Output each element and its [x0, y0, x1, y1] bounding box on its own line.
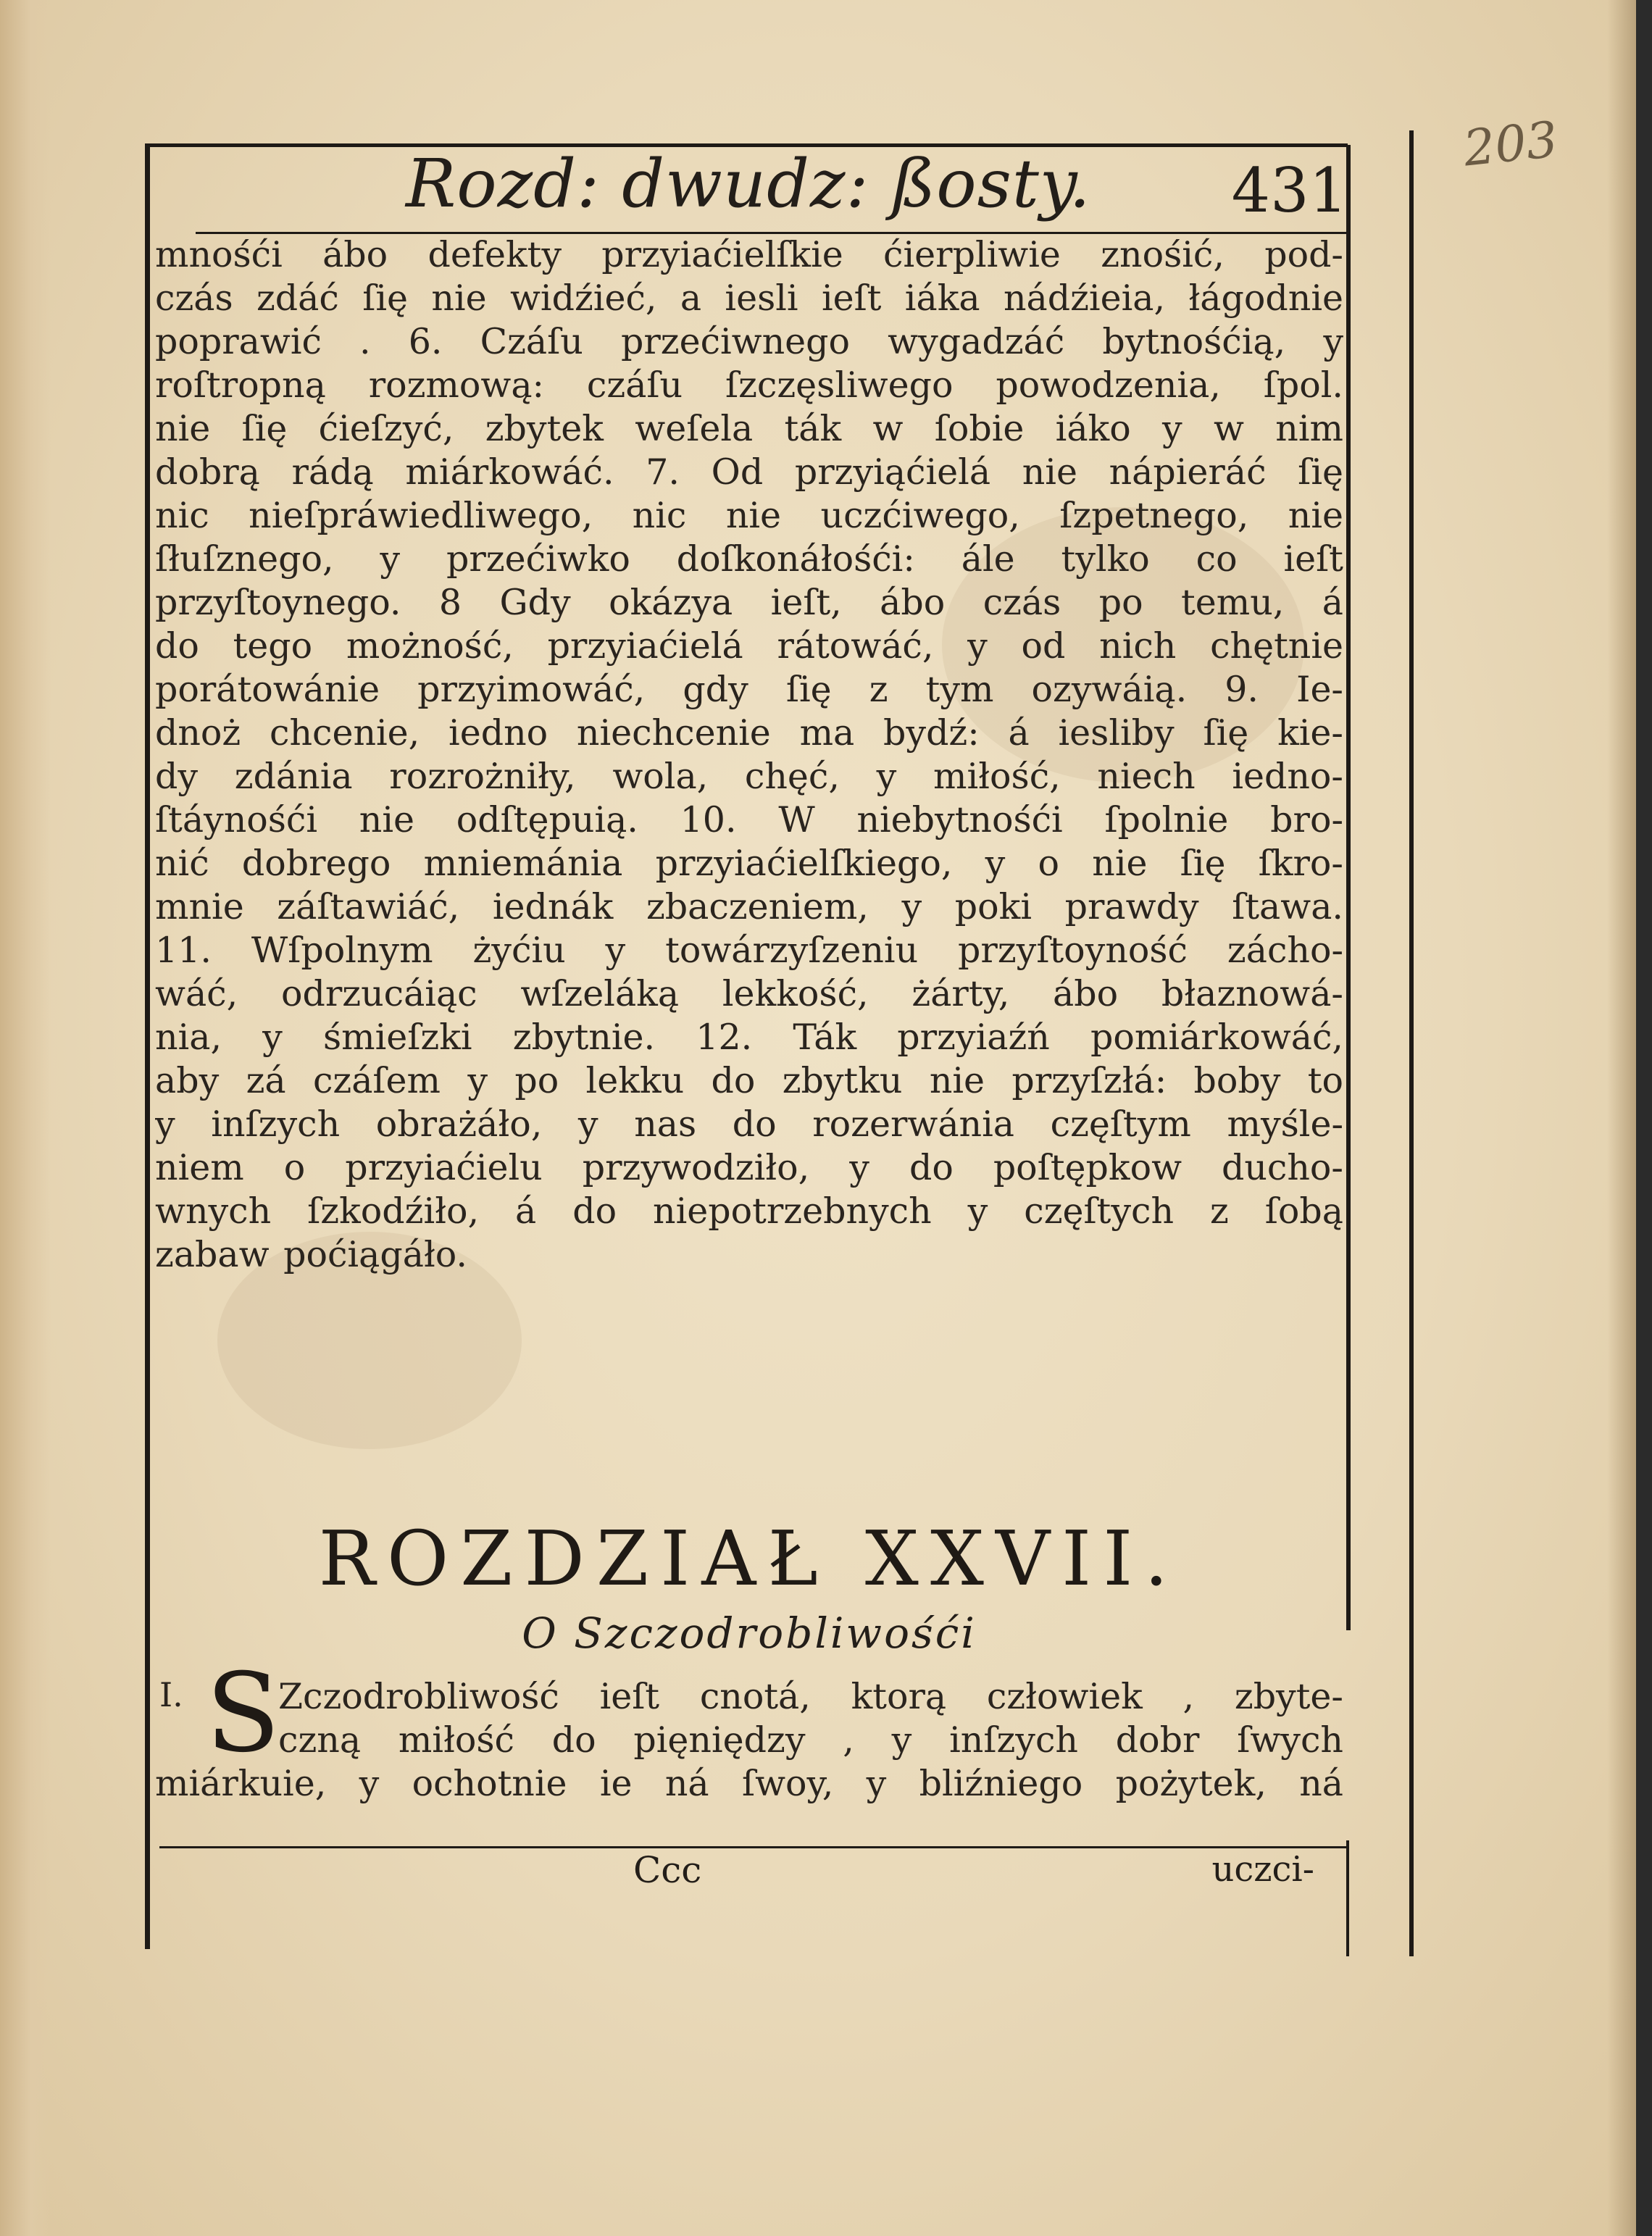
section-line: miárkuie, y ochotnie ie ná ſwoy, y bliźniego pożytek, ná — [155, 1763, 1343, 1804]
text-line: zabaw poćiągáło. — [155, 1234, 468, 1275]
section-line: Zczodrobliwość ieſt cnotá, ktorą człowiek , zbyte- — [278, 1676, 1343, 1717]
text-line: porátowánie przyimowáć, gdy ſię z tym ozywáią. 9. Ie- — [155, 669, 1343, 710]
page-gutter — [0, 0, 51, 2236]
drop-cap: S — [206, 1651, 280, 1777]
text-line: wáć, odrzucáiąc wſzeláką lekkość, żárty, ábo błaznowá- — [155, 973, 1343, 1014]
text-line: czás zdáć ſię nie widźieć, a iesli ieſt iáka nádźieia, łágodnie — [155, 278, 1343, 319]
frame-outer-right-rule — [1409, 130, 1414, 1956]
text-line: przyſtoynego. 8 Gdy okázya ieſt, ábo czás po temu, á — [155, 582, 1343, 623]
text-line: do tego możność, przyiaćielá rátowáć, y od nich chętnie — [155, 625, 1343, 667]
text-line: poprawić . 6. Czáſu przećiwnego wygadzáć bytnośćią, y — [155, 321, 1343, 362]
section-line: czną miłość do pięniędzy , y inſzych dobr ſwych — [278, 1719, 1343, 1761]
text-line: nia, y śmieſzki zbytnie. 12. Ták przyiaźń pomiárkowáć, — [155, 1017, 1343, 1058]
chapter-subtitle: O Szczodrobliwośći — [522, 1609, 977, 1658]
section-number: I. — [159, 1675, 183, 1714]
text-line: nić dobrego mniemánia przyiaćielſkiego, y o nie ſię ſkro- — [155, 843, 1343, 884]
text-line: mnośći ábo defekty przyiaćielſkie ćierpliwie znośić, pod- — [155, 234, 1343, 275]
text-line: nic nieſpráwiedliwego, nic nie uczćiwego, ſzpetnego, nie — [155, 495, 1343, 536]
text-line: 11. Wſpolnym żyćiu y towárzyſzeniu przyſtoyność zácho- — [155, 930, 1343, 971]
running-header — [391, 145, 1348, 232]
frame-left-rule — [145, 145, 150, 1949]
frame-right-rule — [1346, 145, 1351, 1630]
catchword: uczci- — [1211, 1849, 1314, 1890]
running-title: Rozd: dwudz: ßosty. — [406, 145, 1091, 222]
text-line: dy zdánia rozrożniły, wola, chęć, y miłość, niech iedno- — [155, 756, 1343, 797]
text-line: y inſzych obrażáło, y nas do rozerwánia częſtym myśle- — [155, 1104, 1343, 1145]
page-footer — [155, 1849, 1343, 1907]
body-text — [155, 233, 1343, 1277]
signature-mark: Ccc — [633, 1849, 702, 1891]
text-line: dnoż chcenie, iedno niechcenie ma bydź: á iesliby ſię kie- — [155, 712, 1343, 754]
text-line: wnych ſzkodźiło, á do niepotrzebnych y częſtych z ſobą — [155, 1190, 1343, 1232]
text-line: mnie záſtawiáć, iednák zbaczeniem, y poki prawdy ſtawa. — [155, 886, 1343, 927]
chapter-heading: ROZDZIAŁ XXVII. — [318, 1514, 1180, 1603]
text-line: niem o przyiaćielu przywodziło, y do poſtępkow ducho- — [155, 1147, 1343, 1188]
text-line: ſtáynośći nie odſtępuią. 10. W niebytnośći ſpolnie bro- — [155, 799, 1343, 840]
text-line: ſłuſznego, y przećiwko doſkonáłośći: ále tylko co ieſt — [155, 538, 1343, 580]
handwritten-page-number: 203 — [1461, 111, 1561, 178]
frame-bottom-rule — [159, 1846, 1348, 1848]
text-line: dobrą rádą miárkowáć. 7. Od przyiąćielá nie nápieráć ſię — [155, 451, 1343, 493]
page-number: 431 — [1231, 155, 1348, 226]
frame-bottom-right-rule — [1346, 1840, 1349, 1956]
text-line: aby zá czáſem y po lekku do zbytku nie przyſzłá: boby to — [155, 1060, 1343, 1101]
text-line: nie ſię ćieſzyć, zbytek weſela ták w ſobie iáko y w nim — [155, 408, 1343, 449]
text-line: roſtropną rozmową: czáſu ſzczęsliwego powodzenia, ſpol. — [155, 364, 1343, 406]
page-edge-shadow — [1607, 0, 1636, 2236]
